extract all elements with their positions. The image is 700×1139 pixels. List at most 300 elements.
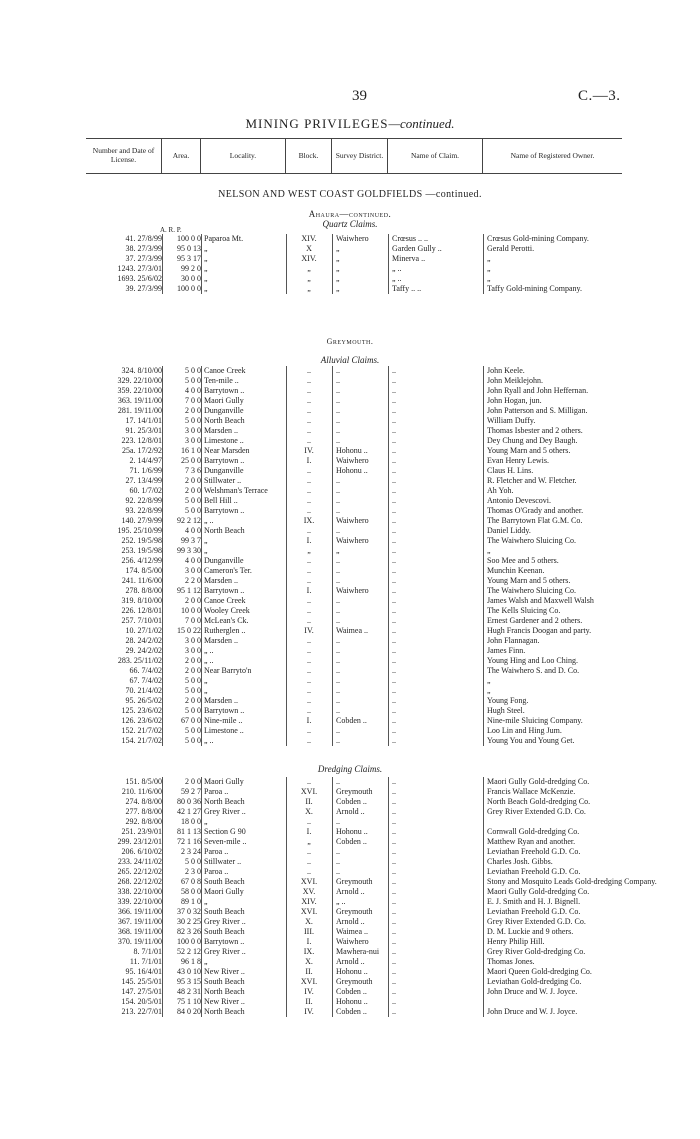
table-row [86,957,622,967]
block-cell: .. [307,857,311,866]
claim-name-cell: .. [392,456,396,465]
table-row [86,877,657,887]
license-cell: 292. 8/8/00 [125,817,162,826]
owner-cell: James Walsh and Maxwell Walsh [487,596,594,605]
claim-name-cell: .. [392,797,396,806]
license-cell: 60. 1/7/02 [129,486,162,495]
table-row [86,576,622,586]
block-cell: I. [306,716,312,725]
column-rule [332,366,333,746]
table-row [86,977,622,987]
table-row [86,486,622,496]
header-survey-district: Survey District. [332,139,388,173]
table-row [86,616,622,626]
license-cell: 281. 19/11/00 [117,406,162,415]
locality-cell: Section G 90 [204,827,246,836]
owner-cell: Evan Henry Lewis. [487,456,549,465]
claim-name-cell: .. [392,536,396,545]
survey-district-cell: Waimea .. [336,927,369,936]
locality-cell: Barrytown .. [204,386,245,395]
block-cell: IX. [303,947,315,956]
table-row [86,837,622,847]
owner-cell: Ah Yoh. [487,486,514,495]
locality-cell: North Beach [204,416,245,425]
locality-cell: Paroa .. [204,787,229,796]
area-cell: 18 0 0 [181,817,201,826]
table-row [86,827,622,837]
locality-cell: Marsden .. [204,426,238,435]
area-cell: 5 0 0 [185,506,201,515]
locality-cell: Paroa .. [204,867,229,876]
locality-cell: Maori Gully [204,396,244,405]
table-row [86,907,622,917]
column-rule [286,777,287,1017]
table-row [86,546,622,556]
block-cell: .. [307,777,311,786]
survey-district-cell: .. [336,656,340,665]
survey-district-cell: .. [336,436,340,445]
block-cell: .. [307,867,311,876]
table-row [86,937,622,947]
locality-cell: „ .. [204,646,214,655]
claim-name-cell: Crœsus .. .. [392,234,429,243]
survey-district-cell: Hohonu .. [336,446,368,455]
license-cell: 70. 21/4/02 [125,686,162,695]
owner-cell: Young Fong. [487,696,529,705]
area-cell: 2 0 0 [185,476,201,485]
survey-district-cell: „ [336,264,340,273]
survey-district-cell: .. [336,847,340,856]
owner-cell: Thomas Isbester and 2 others. [487,426,583,435]
column-rule [483,366,484,746]
area-cell: 2 3 0 [185,867,201,876]
locality-cell: Dunganville [204,556,244,565]
dredging-claims-heading: Dredging Claims. [317,764,383,774]
block-cell: XVI. [300,907,318,916]
locality-cell: Wooley Creek [204,606,250,615]
header-claim-name: Name of Claim. [388,139,483,173]
survey-district-cell: Hohonu .. [336,466,368,475]
survey-district-cell: Greymouth [336,787,373,796]
locality-cell: South Beach [204,977,245,986]
locality-cell: „ [204,686,208,695]
block-cell: .. [307,406,311,415]
owner-cell: Nine-mile Sluicing Company. [487,716,583,725]
survey-district-cell: .. [336,616,340,625]
owner-cell: Young You and Young Get. [487,736,575,745]
block-cell: II. [305,967,313,976]
area-cell: 48 2 31 [177,987,201,996]
block-cell: II. [305,797,313,806]
locality-cell: South Beach [204,927,245,936]
claim-name-cell: .. [392,807,396,816]
license-cell: 368. 19/11/00 [117,927,162,936]
survey-district-cell: Waiwhero [336,536,369,545]
locality-cell: South Beach [204,907,245,916]
locality-cell: Cameron's Ter. [204,566,252,575]
owner-cell: Leviathan Freehold G.D. Co. [487,867,581,876]
block-cell: .. [307,426,311,435]
owner-cell: North Beach Gold-dredging Co. [487,797,591,806]
area-cell: 5 0 0 [185,726,201,735]
survey-district-cell: Arnold .. [336,887,365,896]
table-row [86,897,622,907]
license-cell: 319. 8/10/00 [121,596,162,605]
column-rule [332,777,333,1017]
claim-name-cell: Taffy .. .. [392,284,422,293]
area-cell: 2 0 0 [185,666,201,675]
claim-name-cell: .. [392,556,396,565]
table-header [86,138,622,174]
survey-district-cell: .. [336,596,340,605]
locality-cell: South Beach [204,877,245,886]
license-cell: 253. 19/5/98 [121,546,162,555]
table-row [86,847,622,857]
survey-district-cell: .. [336,576,340,585]
area-cell: 92 2 12 [177,516,201,525]
block-cell: X. [305,917,313,926]
license-cell: 152. 21/7/02 [121,726,162,735]
claim-name-cell: .. [392,586,396,595]
license-cell: 363. 19/11/00 [117,396,162,405]
area-cell: 89 1 0 [181,897,201,906]
area-cell: 80 0 36 [177,797,201,806]
area-cell: 5 0 0 [185,686,201,695]
area-cell: 99 3 30 [177,546,201,555]
block-cell: I. [306,456,312,465]
area-cell: 3 0 0 [185,566,201,575]
license-cell: 359. 22/10/00 [117,386,162,395]
claim-name-cell: .. [392,837,396,846]
locality-cell: „ .. [204,656,214,665]
area-cell: 52 2 12 [177,947,201,956]
area-cell: 2 2 0 [185,576,201,585]
claim-name-cell: .. [392,666,396,675]
area-cell: 2 0 0 [185,777,201,786]
document-reference: C.—3. [578,88,621,104]
license-cell: 338. 22/10/00 [117,887,162,896]
survey-district-cell: Hohonu .. [336,827,368,836]
locality-cell: Bell Hill .. [204,496,238,505]
locality-cell: Barrytown .. [204,586,245,595]
table-row [86,436,622,446]
license-cell: 265. 22/12/02 [117,867,162,876]
locality-cell: North Beach [204,987,245,996]
locality-cell: „ [204,274,208,283]
table-row [86,456,622,466]
area-cell: 2 0 0 [185,486,201,495]
owner-cell: „ [487,254,491,263]
table-row [86,887,622,897]
claim-name-cell: .. [392,716,396,725]
area-cell: 25 0 0 [181,456,201,465]
license-cell: 66. 7/4/02 [129,666,162,675]
block-cell: .. [307,817,311,826]
area-cell: 58 0 0 [181,887,201,896]
survey-district-cell: .. [336,706,340,715]
claim-name-cell: .. [392,887,396,896]
owner-cell: „ [487,686,491,695]
column-rule [201,366,202,746]
license-cell: 277. 8/8/00 [125,807,162,816]
locality-cell: Limestone .. [204,726,244,735]
survey-district-cell: Greymouth [336,877,373,886]
owner-cell: Claus H. Lins. [487,466,534,475]
table-row [86,506,622,516]
locality-cell: Canoe Creek [204,366,246,375]
license-cell: 154. 21/7/02 [121,736,162,745]
claim-name-cell: .. [392,516,396,525]
table-row [86,396,622,406]
claim-name-cell: .. [392,546,396,555]
block-cell: .. [307,686,311,695]
survey-district-cell: .. [336,606,340,615]
survey-district-cell: Greymouth [336,907,373,916]
owner-cell: Grey River Extended G.D. Co. [487,917,586,926]
owner-cell: The Barrytown Flat G.M. Co. [487,516,583,525]
license-cell: 38. 27/3/99 [125,244,162,253]
column-rule [162,777,163,1017]
claim-name-cell: .. [392,777,396,786]
license-cell: 17. 14/1/01 [125,416,162,425]
survey-district-cell: .. [336,566,340,575]
owner-cell: John Flannagan. [487,636,540,645]
claim-name-cell: .. [392,626,396,635]
table-row [86,536,622,546]
claim-name-cell: .. [392,506,396,515]
block-cell: .. [307,566,311,575]
area-cell: 72 1 16 [177,837,201,846]
license-cell: 145. 25/5/01 [121,977,162,986]
block-cell: „ [307,264,311,273]
claim-name-cell: .. [392,877,396,886]
area-units: A. R. P. [160,226,182,234]
owner-cell: Dey Chung and Dey Baugh. [487,436,578,445]
locality-cell: McLean's Ck. [204,616,249,625]
quartz-claims-table [86,234,622,294]
license-cell: 92. 22/8/99 [125,496,162,505]
owner-cell: John Druce and W. J. Joyce. [487,1007,578,1016]
owner-cell: R. Fletcher and W. Fletcher. [487,476,577,485]
owner-cell: Loo Lin and Hing Jum. [487,726,562,735]
claim-name-cell: .. [392,817,396,826]
license-cell: 125. 23/6/02 [121,706,162,715]
survey-district-cell: Greymouth [336,977,373,986]
block-cell: XIV. [301,234,317,243]
claim-name-cell: .. [392,376,396,385]
license-cell: 154. 20/5/01 [121,997,162,1006]
locality-cell: Barrytown .. [204,937,245,946]
owner-cell: John Keele. [487,366,525,375]
locality-cell: Ten-mile .. [204,376,239,385]
block-cell: I. [306,937,312,946]
block-cell: .. [307,556,311,565]
survey-district-cell: .. [336,386,340,395]
claim-name-cell: .. [392,486,396,495]
column-rule [388,366,389,746]
claim-name-cell: .. [392,366,396,375]
locality-cell: Near Marsden [204,446,250,455]
claim-name-cell: .. [392,386,396,395]
locality-cell: „ [204,254,208,263]
block-cell: XVI. [300,977,318,986]
block-cell: .. [307,506,311,515]
locality-cell: Paroa .. [204,847,229,856]
license-cell: 213. 22/7/01 [121,1007,162,1016]
license-cell: 10. 27/1/02 [125,626,162,635]
claim-name-cell: .. [392,606,396,615]
area-cell: 5 0 0 [185,676,201,685]
owner-cell: The Kells Sluicing Co. [487,606,561,615]
license-cell: 174. 8/5/00 [125,566,162,575]
table-row [86,947,622,957]
table-row [86,254,622,264]
license-cell: 126. 23/6/02 [121,716,162,725]
table-row [86,416,622,426]
block-cell: .. [307,496,311,505]
claim-name-cell: .. [392,867,396,876]
area-cell: 81 1 13 [177,827,201,836]
locality-cell: Paparoa Mt. [204,234,244,243]
survey-district-cell: Waiwhero [336,234,369,243]
survey-district-cell: .. [336,476,340,485]
survey-district-cell: Cobden .. [336,837,367,846]
block-cell: IV. [304,987,314,996]
area-cell: 67 0 0 [181,716,201,725]
block-cell: X. [305,957,313,966]
license-cell: 2. 14/4/97 [129,456,162,465]
claim-name-cell: .. [392,616,396,625]
owner-cell: The Waiwhero S. and D. Co. [487,666,580,675]
block-cell: IX. [303,516,315,525]
area-cell: 5 0 0 [185,376,201,385]
license-cell: 11. 7/1/01 [129,957,162,966]
area-cell: 2 3 24 [181,847,201,856]
license-cell: 366. 19/11/00 [117,907,162,916]
table-row [86,426,622,436]
claim-name-cell: .. [392,706,396,715]
table-row [86,666,622,676]
area-cell: 95 1 12 [177,586,201,595]
survey-district-cell: .. [336,726,340,735]
area-cell: 99 2 0 [181,264,201,273]
area-cell: 95 0 13 [177,244,201,253]
claim-name-cell: .. [392,656,396,665]
owner-cell: The Waiwhero Sluicing Co. [487,536,576,545]
survey-district-cell: Arnold .. [336,917,365,926]
locality-cell: Grey River .. [204,807,246,816]
owner-cell: Hugh Steel. [487,706,525,715]
claim-name-cell: .. [392,917,396,926]
block-cell: .. [307,436,311,445]
owner-cell: Daniel Liddy. [487,526,531,535]
area-cell: 5 0 0 [185,857,201,866]
survey-district-cell: Hohonu .. [336,967,368,976]
table-row [86,596,622,606]
survey-district-cell: .. [336,556,340,565]
table-row [86,526,622,536]
block-cell: .. [307,706,311,715]
area-cell: 2 0 0 [185,656,201,665]
area-cell: 42 1 27 [177,807,201,816]
locality-cell: Marsden .. [204,696,238,705]
owner-cell: Cornwall Gold-dredging Co. [487,827,580,836]
license-cell: 370. 19/11/00 [117,937,162,946]
table-row [86,626,622,636]
area-cell: 99 3 7 [181,536,201,545]
area-cell: 10 0 0 [181,606,201,615]
table-row [86,586,622,596]
owner-cell: Young Marn and 5 others. [487,576,571,585]
alluvial-claims-table [86,366,622,746]
page-title: MINING PRIVILEGES—continued. [245,116,455,131]
block-cell: .. [307,726,311,735]
column-rule [286,366,287,746]
survey-district-cell: Hohonu .. [336,997,368,1006]
table-row [86,656,622,666]
claim-name-cell: .. [392,787,396,796]
table-row [86,797,622,807]
owner-cell: D. M. Luckie and 9 others. [487,927,574,936]
license-cell: 93. 22/8/99 [125,506,162,515]
locality-cell: North Beach [204,526,245,535]
locality-cell: Dunganville [204,466,244,475]
locality-cell: Limestone .. [204,436,244,445]
table-row [86,927,622,937]
area-cell: 37 0 32 [177,907,201,916]
table-row [86,807,622,817]
license-cell: 147. 27/5/01 [121,987,162,996]
claim-name-cell: .. [392,426,396,435]
area-cell: 5 0 0 [185,706,201,715]
claim-name-cell: .. [392,937,396,946]
section-heading-greymouth: Greymouth. [326,337,374,346]
license-cell: 8. 7/1/01 [133,947,162,956]
locality-cell: „ [204,536,208,545]
locality-cell: Grey River .. [204,917,246,926]
license-cell: 29. 24/2/02 [125,646,162,655]
license-cell: 1243. 27/3/01 [117,264,162,273]
claim-name-cell: .. [392,827,396,836]
claim-name-cell: .. [392,847,396,856]
license-cell: 226. 12/8/01 [121,606,162,615]
table-row [86,636,622,646]
block-cell: XVI. [300,877,318,886]
claim-name-cell: .. [392,907,396,916]
locality-cell: North Beach [204,1007,245,1016]
area-cell: 2 0 0 [185,596,201,605]
area-cell: 4 0 0 [185,556,201,565]
license-cell: 140. 27/9/99 [121,516,162,525]
table-row [86,646,622,656]
locality-cell: „ .. [204,516,214,525]
area-cell: 5 0 0 [185,496,201,505]
claim-name-cell: .. [392,967,396,976]
district-heading: NELSON AND WEST COAST GOLDFIELDS —continued. [218,189,482,200]
claim-name-cell: .. [392,416,396,425]
table-row [86,264,622,274]
license-cell: 27. 13/4/99 [125,476,162,485]
license-cell: 95. 26/5/02 [125,696,162,705]
license-cell: 95. 16/4/01 [125,967,162,976]
license-cell: 25a. 17/2/92 [122,446,162,455]
owner-cell: Stony and Mosquito Leads Gold-dredging Company. [487,877,657,886]
table-row [86,446,622,456]
block-cell: XIV. [301,254,317,263]
column-rule [483,234,484,294]
block-cell: .. [307,416,311,425]
area-cell: 43 0 10 [177,967,201,976]
